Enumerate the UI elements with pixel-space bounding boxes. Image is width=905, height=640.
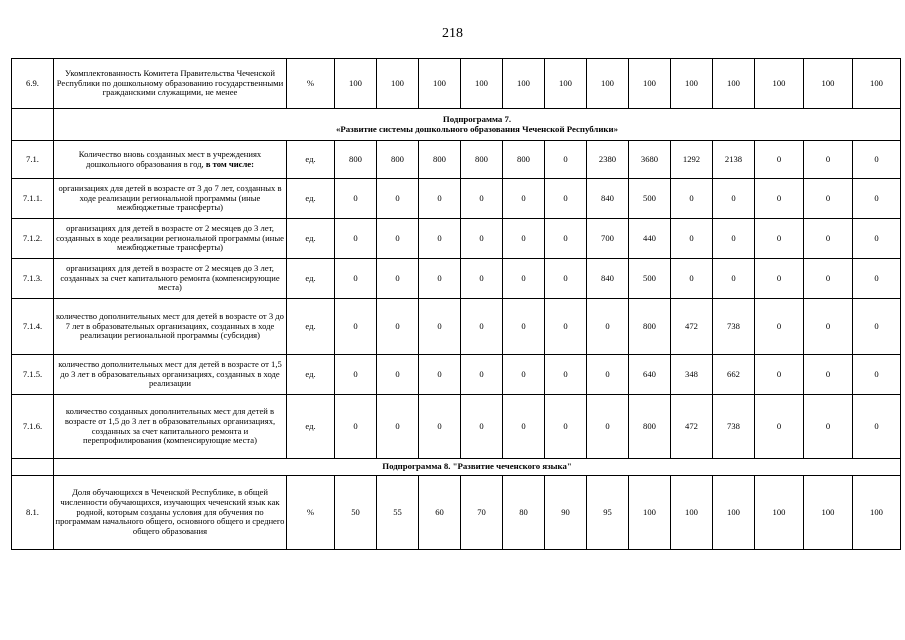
value-cell: 840: [587, 179, 629, 219]
value-cell: 1292: [671, 141, 713, 179]
value-cell: 0: [419, 219, 461, 259]
value-cell: 100: [545, 59, 587, 109]
value-cell: 0: [713, 219, 755, 259]
subprogram-line-1: Подпрограмма 7.: [442, 113, 512, 124]
value-cell: 472: [671, 395, 713, 459]
value-cell: 100: [671, 59, 713, 109]
value-cell: 0: [461, 259, 503, 299]
value-cell: 0: [419, 395, 461, 459]
value-cell: 0: [713, 259, 755, 299]
table-row: [12, 395, 901, 459]
unit-cell: ед.: [287, 259, 335, 299]
value-cell: 0: [335, 355, 377, 395]
value-cell: 0: [419, 179, 461, 219]
indicator-description: [54, 179, 287, 219]
indicator-description: [54, 219, 287, 259]
value-cell: 0: [804, 395, 853, 459]
value-cell: 100: [853, 476, 901, 550]
value-cell: 0: [853, 179, 901, 219]
unit-cell: ед.: [287, 141, 335, 179]
indicator-text: организациях для детей в возрасте от 3 до 7 лет, созданных в ходе реализации региональной программы (иные межбюджетные трансферты): [58, 183, 282, 213]
indicator-text: Количество вновь созданных мест в учреждениях дошкольного образования в год,: [78, 148, 262, 169]
value-cell: 100: [671, 476, 713, 550]
value-cell: 0: [377, 299, 419, 355]
value-cell: 0: [671, 179, 713, 219]
value-cell: 738: [713, 299, 755, 355]
unit-cell: ед.: [287, 299, 335, 355]
value-cell: 0: [461, 219, 503, 259]
value-cell: 800: [419, 141, 461, 179]
value-cell: 0: [503, 299, 545, 355]
value-cell: 0: [755, 141, 804, 179]
value-cell: 0: [377, 179, 419, 219]
value-cell: 0: [755, 355, 804, 395]
value-cell: 0: [377, 259, 419, 299]
value-cell: 0: [545, 355, 587, 395]
value-cell: 100: [713, 59, 755, 109]
unit-cell: ед.: [287, 219, 335, 259]
value-cell: 0: [671, 259, 713, 299]
value-cell: 100: [804, 59, 853, 109]
value-cell: 100: [419, 59, 461, 109]
value-cell: 70: [461, 476, 503, 550]
indicator-text-bold: в том числе:: [205, 158, 254, 169]
value-cell: 0: [377, 395, 419, 459]
value-cell: 0: [853, 355, 901, 395]
value-cell: 95: [587, 476, 629, 550]
subprogram-line-1: Подпрограмма 8. "Развитие чеченского языка": [382, 461, 572, 472]
value-cell: 100: [377, 59, 419, 109]
value-cell: 0: [335, 395, 377, 459]
value-cell: 100: [755, 59, 804, 109]
row-number: 7.1.5.: [12, 355, 54, 395]
value-cell: 0: [755, 299, 804, 355]
value-cell: 0: [419, 259, 461, 299]
value-cell: 500: [629, 179, 671, 219]
subprogram-row: [12, 459, 901, 476]
value-cell: 0: [545, 179, 587, 219]
value-cell: 0: [755, 395, 804, 459]
row-number: 7.1.6.: [12, 395, 54, 459]
value-cell: 0: [419, 355, 461, 395]
value-cell: 60: [419, 476, 461, 550]
value-cell: 0: [804, 259, 853, 299]
value-cell: 0: [804, 355, 853, 395]
value-cell: 800: [377, 141, 419, 179]
value-cell: 50: [335, 476, 377, 550]
row-number: 8.1.: [12, 476, 54, 550]
value-cell: 0: [377, 355, 419, 395]
indicator-description: [54, 299, 287, 355]
unit-cell: ед.: [287, 179, 335, 219]
unit-cell: ед.: [287, 355, 335, 395]
unit-cell: %: [287, 59, 335, 109]
value-cell: 100: [853, 59, 901, 109]
value-cell: 700: [587, 219, 629, 259]
row-number: 7.1.1.: [12, 179, 54, 219]
value-cell: 100: [755, 476, 804, 550]
value-cell: 0: [804, 179, 853, 219]
value-cell: 800: [629, 395, 671, 459]
value-cell: 348: [671, 355, 713, 395]
indicator-description: [54, 395, 287, 459]
value-cell: 0: [503, 219, 545, 259]
value-cell: 840: [587, 259, 629, 299]
empty-cell: [12, 459, 54, 476]
unit-cell: %: [287, 476, 335, 550]
value-cell: 440: [629, 219, 671, 259]
value-cell: 0: [545, 219, 587, 259]
value-cell: 0: [587, 299, 629, 355]
value-cell: 0: [755, 179, 804, 219]
value-cell: 0: [853, 219, 901, 259]
value-cell: 0: [853, 259, 901, 299]
indicator-description: [54, 141, 287, 179]
unit-cell: ед.: [287, 395, 335, 459]
table-row: [12, 299, 901, 355]
value-cell: 0: [545, 259, 587, 299]
indicator-text: организациях для детей в возрасте от 2 месяцев до 3 лет, созданных за счет капитального ремонта (компенсирующие места): [60, 263, 280, 293]
row-number: 7.1.2.: [12, 219, 54, 259]
value-cell: 800: [461, 141, 503, 179]
indicator-description: [54, 355, 287, 395]
indicators-table: [11, 58, 901, 550]
value-cell: 0: [587, 395, 629, 459]
value-cell: 0: [503, 259, 545, 299]
value-cell: 100: [804, 476, 853, 550]
table-row: [12, 476, 901, 550]
value-cell: 0: [335, 299, 377, 355]
value-cell: 2138: [713, 141, 755, 179]
value-cell: 0: [804, 299, 853, 355]
value-cell: 0: [503, 179, 545, 219]
value-cell: 0: [461, 355, 503, 395]
indicator-text: Укомплектованность Комитета Правительства Чеченской Республики по дошкольному образованию государственными гражданскими служащими, не менее: [56, 68, 284, 98]
value-cell: 55: [377, 476, 419, 550]
table-row: [12, 355, 901, 395]
value-cell: 100: [503, 59, 545, 109]
table-row: [12, 59, 901, 109]
empty-cell: [12, 109, 54, 141]
value-cell: 100: [629, 476, 671, 550]
value-cell: 0: [335, 219, 377, 259]
value-cell: 640: [629, 355, 671, 395]
value-cell: 0: [804, 219, 853, 259]
value-cell: 0: [853, 299, 901, 355]
value-cell: 100: [335, 59, 377, 109]
value-cell: 0: [503, 355, 545, 395]
value-cell: 800: [335, 141, 377, 179]
value-cell: 0: [377, 219, 419, 259]
row-number: 6.9.: [12, 59, 54, 109]
value-cell: 0: [335, 259, 377, 299]
value-cell: 500: [629, 259, 671, 299]
value-cell: 662: [713, 355, 755, 395]
indicator-description: [54, 259, 287, 299]
indicator-text: количество дополнительных мест для детей в возрасте от 1,5 до 3 лет в образовательных организациях, созданных в ходе реализации: [58, 359, 282, 389]
value-cell: 0: [545, 395, 587, 459]
value-cell: 0: [545, 141, 587, 179]
table-row: [12, 259, 901, 299]
value-cell: 100: [587, 59, 629, 109]
value-cell: 0: [335, 179, 377, 219]
subprogram-title: [54, 109, 901, 141]
row-number: 7.1.4.: [12, 299, 54, 355]
value-cell: 0: [853, 141, 901, 179]
value-cell: 3680: [629, 141, 671, 179]
value-cell: 0: [587, 355, 629, 395]
value-cell: 100: [629, 59, 671, 109]
value-cell: 100: [713, 476, 755, 550]
value-cell: 0: [545, 299, 587, 355]
value-cell: 0: [671, 219, 713, 259]
subprogram-line-2: «Развитие системы дошкольного образования Чеченской Республики»: [336, 123, 618, 134]
value-cell: 0: [503, 395, 545, 459]
page-number: 218: [442, 26, 463, 41]
value-cell: 0: [461, 179, 503, 219]
table-row: [12, 179, 901, 219]
value-cell: 0: [755, 259, 804, 299]
subprogram-title: [54, 459, 901, 476]
indicator-text: количество созданных дополнительных мест для детей в возрасте от 1,5 до 3 лет в образовательных организациях, созданных за счет капитального ремонта и перепрофилирования (компенсирующие места): [64, 406, 276, 446]
value-cell: 0: [461, 395, 503, 459]
row-number: 7.1.: [12, 141, 54, 179]
indicator-text: организациях для детей в возрасте от 2 месяцев до 3 лет, созданных в ходе реализации региональной программы (иные межбюджетные трансферты): [56, 223, 284, 253]
value-cell: 0: [461, 299, 503, 355]
value-cell: 0: [419, 299, 461, 355]
table-row: [12, 141, 901, 179]
indicator-text: Доля обучающихся в Чеченской Республике, в общей численности обучающихся, изучающих чеченский язык как родной, которым созданы условия для обучения по программам начального общего, основного общего и среднего общего образования: [55, 487, 285, 536]
indicator-text: количество дополнительных мест для детей в возрасте от 3 до 7 лет в образовательных организациях, созданных в ходе реализации региональной программы (субсидия): [56, 311, 284, 341]
indicator-description: [54, 59, 287, 109]
value-cell: 738: [713, 395, 755, 459]
value-cell: 100: [461, 59, 503, 109]
row-number: 7.1.3.: [12, 259, 54, 299]
value-cell: 0: [853, 395, 901, 459]
value-cell: 472: [671, 299, 713, 355]
value-cell: 0: [804, 141, 853, 179]
table-row: [12, 219, 901, 259]
subprogram-row: [12, 109, 901, 141]
value-cell: 800: [629, 299, 671, 355]
value-cell: 800: [503, 141, 545, 179]
value-cell: 2380: [587, 141, 629, 179]
value-cell: 80: [503, 476, 545, 550]
value-cell: 0: [713, 179, 755, 219]
value-cell: 0: [755, 219, 804, 259]
indicator-description: [54, 476, 287, 550]
value-cell: 90: [545, 476, 587, 550]
